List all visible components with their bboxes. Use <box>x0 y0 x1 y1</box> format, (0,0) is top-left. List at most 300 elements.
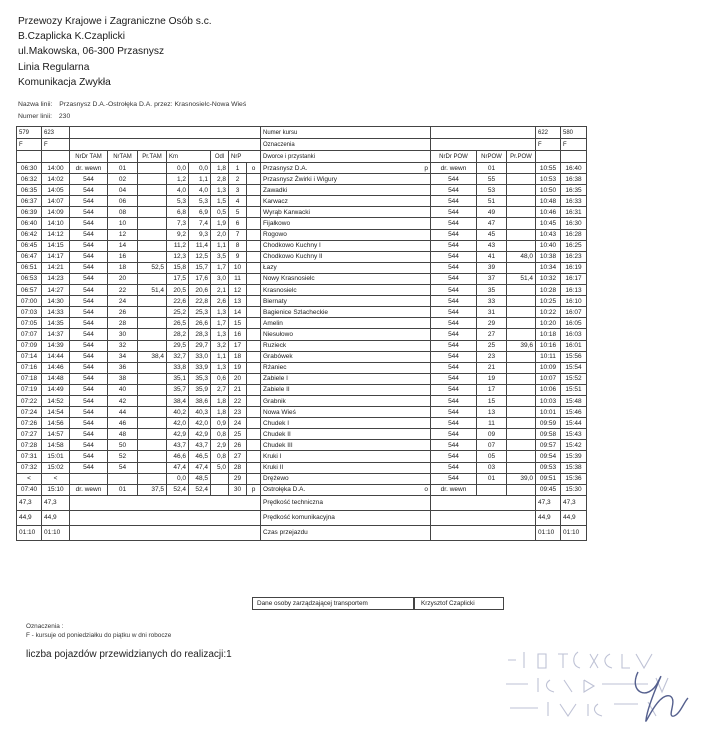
course-label: Numer kursu <box>261 127 431 139</box>
cell-odl: 2,7 <box>211 384 229 395</box>
cell-nrdrp: 544 <box>431 329 477 340</box>
cell-nrdr: 544 <box>70 373 108 384</box>
cell-nrp: 11 <box>229 273 247 284</box>
stop-name <box>261 318 431 329</box>
col-nrdr-tam: NrDr TAM <box>70 151 108 163</box>
stop-label: Niesułowo <box>263 330 293 338</box>
cell-nrpow: 03 <box>477 462 507 473</box>
cell-odl: 1,9 <box>211 218 229 229</box>
cell-r2: 15:44 <box>561 418 587 429</box>
table-row <box>17 429 587 440</box>
stop-name <box>261 218 431 229</box>
cell-nrp: 28 <box>229 462 247 473</box>
cell-nrp: 27 <box>229 451 247 462</box>
cell-nrp: 4 <box>229 196 247 207</box>
cell-nrpow: 17 <box>477 384 507 395</box>
cell-prpow <box>507 384 536 395</box>
cell-km2: 5,3 <box>189 196 211 207</box>
stop-name <box>261 285 431 296</box>
cell-r2: 16:07 <box>561 307 587 318</box>
cell-nrp: 20 <box>229 373 247 384</box>
cell-prpow <box>507 429 536 440</box>
cell-nrdr: 544 <box>70 451 108 462</box>
table-row <box>17 307 587 318</box>
cell-nrdrp: dr. wewn <box>431 163 477 174</box>
cell-prpow <box>507 285 536 296</box>
cell-t1: 06:37 <box>17 196 42 207</box>
cell-prtam <box>138 362 167 373</box>
cell-prtam <box>138 384 167 395</box>
line-name-value: Przasnysz D.A.-Ostrołęka D.A. przez: Krasnosielc-Nowa Wieś <box>59 101 247 108</box>
cell-r2: 15:56 <box>561 351 587 362</box>
cell-nrp: 2 <box>229 174 247 185</box>
cell-nrdrp: 544 <box>431 296 477 307</box>
cell-km1: 28,2 <box>167 329 189 340</box>
cell-prtam: 38,4 <box>138 351 167 362</box>
cell-nrp: 25 <box>229 429 247 440</box>
cell-mk <box>247 285 261 296</box>
summary-left-1: 01:10 <box>17 525 42 540</box>
cell-nrtam: 18 <box>108 262 138 273</box>
stop-label: Fijałkowo <box>263 220 291 228</box>
cell-r1: 09:57 <box>536 440 561 451</box>
cell-mk: o <box>247 163 261 174</box>
cell-t2: 14:27 <box>42 285 70 296</box>
legend-title: Oznaczenia : <box>26 623 64 630</box>
cell-nrdrp: 544 <box>431 240 477 251</box>
cell-r1: 10:48 <box>536 196 561 207</box>
cell-t2: 14:15 <box>42 240 70 251</box>
table-row <box>17 329 587 340</box>
summary-blank <box>70 525 261 540</box>
cell-prtam <box>138 373 167 384</box>
cell-mk <box>247 307 261 318</box>
cell-r1: 10:50 <box>536 185 561 196</box>
stop-name <box>261 484 431 495</box>
cell-r1: 10:06 <box>536 384 561 395</box>
cell-odl: 5,0 <box>211 462 229 473</box>
cell-r2: 16:10 <box>561 296 587 307</box>
cell-t2: 14:00 <box>42 163 70 174</box>
cell-nrdrp: 544 <box>431 462 477 473</box>
cell-t1: 07:09 <box>17 340 42 351</box>
cell-nrp: 7 <box>229 229 247 240</box>
cell-nrp: 23 <box>229 407 247 418</box>
summary-label: Prędkość techniczna <box>261 495 431 510</box>
cell-km1: 35,1 <box>167 373 189 384</box>
stop-marker: p <box>424 164 428 172</box>
cell-prtam <box>138 395 167 406</box>
cell-nrdr: 544 <box>70 218 108 229</box>
cell-r1: 10:09 <box>536 362 561 373</box>
cell-km1: 35,7 <box>167 384 189 395</box>
cell-nrdr: 544 <box>70 196 108 207</box>
cell-prtam <box>138 318 167 329</box>
cell-km2: 48,5 <box>189 473 211 484</box>
cell-nrdr: 544 <box>70 318 108 329</box>
cell-r1: 10:22 <box>536 307 561 318</box>
summary-blank-right <box>431 495 536 510</box>
cell-nrdr: 544 <box>70 329 108 340</box>
cell-t1: 06:40 <box>17 218 42 229</box>
cell-km2: 15,7 <box>189 262 211 273</box>
cell-nrtam: 22 <box>108 285 138 296</box>
cell-r1: 10:01 <box>536 407 561 418</box>
cell-r2: 15:48 <box>561 395 587 406</box>
col-nrp: NrP <box>229 151 261 163</box>
stop-name <box>261 329 431 340</box>
table-row <box>17 318 587 329</box>
cell-prtam <box>138 218 167 229</box>
stop-label: Kruki II <box>263 464 284 472</box>
cell-mk <box>247 429 261 440</box>
cell-r2: 16:23 <box>561 251 587 262</box>
cell-nrpow: 51 <box>477 196 507 207</box>
cell-km1: 4,0 <box>167 185 189 196</box>
cell-odl: 0,8 <box>211 429 229 440</box>
cell-t2: 14:23 <box>42 273 70 284</box>
stop-label: Ostrołęka D.A. <box>263 486 306 494</box>
cell-km1: 29,5 <box>167 340 189 351</box>
stop-label: Rogowo <box>263 231 287 239</box>
cell-nrpow: 49 <box>477 207 507 218</box>
cell-r1: 09:58 <box>536 429 561 440</box>
cell-km1: 47,4 <box>167 462 189 473</box>
stop-name <box>261 473 431 484</box>
cell-nrtam: 28 <box>108 318 138 329</box>
cell-km1: 33,8 <box>167 362 189 373</box>
cell-nrpow: 05 <box>477 451 507 462</box>
col-blank <box>536 151 561 163</box>
col-nrdr-pow: NrDr POW <box>431 151 477 163</box>
cell-nrp: 24 <box>229 418 247 429</box>
cell-prtam <box>138 418 167 429</box>
cell-prpow <box>507 373 536 384</box>
line-name-label: Nazwa linii: <box>18 101 53 108</box>
cell-nrdr: 544 <box>70 240 108 251</box>
cell-nrdrp: 544 <box>431 340 477 351</box>
cell-nrp: 19 <box>229 362 247 373</box>
cell-nrdrp: 544 <box>431 373 477 384</box>
cell-t1: 06:51 <box>17 262 42 273</box>
cell-odl <box>211 473 229 484</box>
table-row <box>17 418 587 429</box>
cell-nrtam: 30 <box>108 329 138 340</box>
cell-t2: 14:54 <box>42 407 70 418</box>
cell-r2: 15:30 <box>561 484 587 495</box>
cell-nrtam: 42 <box>108 395 138 406</box>
cell-mk <box>247 440 261 451</box>
cell-prtam <box>138 296 167 307</box>
cell-nrpow: 39 <box>477 262 507 273</box>
cell-prpow <box>507 318 536 329</box>
cell-r1: 09:45 <box>536 484 561 495</box>
stop-label: Krasnosielc <box>263 286 297 294</box>
cell-nrdr: 544 <box>70 273 108 284</box>
stop-name <box>261 418 431 429</box>
cell-r2: 16:25 <box>561 240 587 251</box>
table-row <box>17 229 587 240</box>
cell-odl: 0,5 <box>211 207 229 218</box>
cell-km1: 0,0 <box>167 163 189 174</box>
cell-prtam <box>138 462 167 473</box>
cell-odl: 3,5 <box>211 251 229 262</box>
cell-t1: 07:05 <box>17 318 42 329</box>
cell-t2: 14:39 <box>42 340 70 351</box>
cell-r1: 09:51 <box>536 473 561 484</box>
cell-t2: 15:01 <box>42 451 70 462</box>
cell-nrpow: 31 <box>477 307 507 318</box>
cell-mk <box>247 207 261 218</box>
cell-km2: 35,3 <box>189 373 211 384</box>
cell-nrtam: 38 <box>108 373 138 384</box>
cell-nrdrp: 544 <box>431 251 477 262</box>
cell-t1: 07:03 <box>17 307 42 318</box>
cell-nrtam: 24 <box>108 296 138 307</box>
cell-prtam <box>138 196 167 207</box>
cell-r2: 16:13 <box>561 285 587 296</box>
cell-t2: 14:46 <box>42 362 70 373</box>
cell-r2: 15:51 <box>561 384 587 395</box>
cell-odl: 1,5 <box>211 196 229 207</box>
cell-nrtam: 06 <box>108 196 138 207</box>
cell-nrtam: 40 <box>108 384 138 395</box>
cell-km2: 43,7 <box>189 440 211 451</box>
stop-name <box>261 185 431 196</box>
cell-nrp: 29 <box>229 473 247 484</box>
cell-t1: 06:53 <box>17 273 42 284</box>
cell-km1: 20,5 <box>167 285 189 296</box>
stop-label: Drężewo <box>263 475 289 483</box>
cell-r1: 10:43 <box>536 229 561 240</box>
cell-nrtam: 48 <box>108 429 138 440</box>
cell-t2: 14:33 <box>42 307 70 318</box>
cell-prtam <box>138 273 167 284</box>
cell-odl: 1,3 <box>211 329 229 340</box>
cell-prpow <box>507 462 536 473</box>
cell-nrdrp: 544 <box>431 174 477 185</box>
stop-label: Chudek II <box>263 430 291 438</box>
stop-label: Grabówek <box>263 353 293 361</box>
cell-r2: 15:39 <box>561 451 587 462</box>
cell-nrtam: 12 <box>108 229 138 240</box>
stop-name <box>261 174 431 185</box>
stop-name <box>261 296 431 307</box>
cell-t1: 07:24 <box>17 407 42 418</box>
cell-nrdrp: 544 <box>431 196 477 207</box>
cell-nrpow: 53 <box>477 185 507 196</box>
cell-nrpow: 55 <box>477 174 507 185</box>
line-number-value: 230 <box>58 113 71 120</box>
company-name: Przewozy Krajowe i Zagraniczne Osób s.c. <box>18 16 212 27</box>
col-blank <box>561 151 587 163</box>
cell-km2: 26,6 <box>189 318 211 329</box>
table-row <box>17 240 587 251</box>
cell-nrdr: 544 <box>70 285 108 296</box>
stop-name <box>261 351 431 362</box>
cell-odl: 2,1 <box>211 285 229 296</box>
cell-mk <box>247 185 261 196</box>
cell-r1: 10:07 <box>536 373 561 384</box>
cell-km1: 12,3 <box>167 251 189 262</box>
company-stamp-signature <box>498 632 698 732</box>
col-nrtam: NrTAM <box>108 151 138 163</box>
cell-mk: p <box>247 484 261 495</box>
cell-nrtam: 01 <box>108 484 138 495</box>
cell-odl: 1,1 <box>211 240 229 251</box>
cell-km1: 26,5 <box>167 318 189 329</box>
cell-t2: 14:05 <box>42 185 70 196</box>
cell-mk <box>247 373 261 384</box>
cell-nrtam: 36 <box>108 362 138 373</box>
cell-t2: 14:12 <box>42 229 70 240</box>
cell-t2: 14:35 <box>42 318 70 329</box>
header-blank-right <box>431 139 536 151</box>
company-header <box>18 14 212 90</box>
cell-t1: 06:39 <box>17 207 42 218</box>
cell-km2: 22,8 <box>189 296 211 307</box>
stop-name <box>261 163 431 174</box>
summary-left-1: 44,9 <box>17 510 42 525</box>
cell-r1: 10:55 <box>536 163 561 174</box>
cell-r1: 10:03 <box>536 395 561 406</box>
cell-prpow: 39,6 <box>507 340 536 351</box>
cell-km2: 0,0 <box>189 163 211 174</box>
service-type: Komunikacja Zwykła <box>18 76 111 88</box>
cell-km1: 5,3 <box>167 196 189 207</box>
summary-label: Prędkość komunikacyjna <box>261 510 431 525</box>
cell-t2: 15:02 <box>42 462 70 473</box>
cell-km1: 1,2 <box>167 174 189 185</box>
cell-r1: 09:54 <box>536 451 561 462</box>
cell-r2: 16:31 <box>561 207 587 218</box>
cell-t1: 07:07 <box>17 329 42 340</box>
cell-prtam <box>138 207 167 218</box>
cell-km1: 17,5 <box>167 273 189 284</box>
cell-mk <box>247 229 261 240</box>
cell-prtam <box>138 429 167 440</box>
table-row <box>17 440 587 451</box>
cell-nrdr: 544 <box>70 429 108 440</box>
cell-t2: 14:17 <box>42 251 70 262</box>
cell-km1: 6,8 <box>167 207 189 218</box>
cell-r1: 10:34 <box>536 262 561 273</box>
cell-t1: 06:47 <box>17 251 42 262</box>
cell-r1: 10:45 <box>536 218 561 229</box>
stop-label: Zabiele II <box>263 386 290 394</box>
cell-km2: 9,3 <box>189 229 211 240</box>
cell-prpow <box>507 229 536 240</box>
stop-label: Rżaniec <box>263 364 287 372</box>
course-623: 623 <box>42 127 70 139</box>
cell-km1: 22,6 <box>167 296 189 307</box>
summary-blank <box>70 510 261 525</box>
cell-km2: 42,9 <box>189 429 211 440</box>
cell-r1: 10:11 <box>536 351 561 362</box>
cell-prpow <box>507 407 536 418</box>
cell-nrp: 9 <box>229 251 247 262</box>
table-row <box>17 207 587 218</box>
cell-t1: 07:26 <box>17 418 42 429</box>
stop-name <box>261 251 431 262</box>
stop-label: Chodkowo Kuchny I <box>263 242 321 250</box>
cell-km2: 46,5 <box>189 451 211 462</box>
cell-prpow <box>507 296 536 307</box>
summary-right-1: 01:10 <box>536 525 561 540</box>
cell-prpow <box>507 196 536 207</box>
header-blank-right <box>431 127 536 139</box>
flag-623: F <box>42 139 70 151</box>
stop-label: Ruzieck <box>263 342 287 350</box>
cell-mk <box>247 196 261 207</box>
cell-nrdrp: 544 <box>431 395 477 406</box>
summary-label: Czas przejazdu <box>261 525 431 540</box>
cell-t2: 14:44 <box>42 351 70 362</box>
cell-nrdr: 544 <box>70 407 108 418</box>
cell-t1: 07:18 <box>17 373 42 384</box>
cell-nrdr: 544 <box>70 395 108 406</box>
cell-r2: 15:36 <box>561 473 587 484</box>
cell-prtam <box>138 251 167 262</box>
cell-prpow <box>507 207 536 218</box>
cell-odl: 1,1 <box>211 351 229 362</box>
cell-nrdr: 544 <box>70 185 108 196</box>
cell-nrdrp: 544 <box>431 229 477 240</box>
cell-nrdr: 544 <box>70 340 108 351</box>
cell-nrtam: 10 <box>108 218 138 229</box>
col-prpow: Pr.POW <box>507 151 536 163</box>
stop-name <box>261 229 431 240</box>
table-row <box>17 218 587 229</box>
stop-name <box>261 262 431 273</box>
cell-nrpow: 41 <box>477 251 507 262</box>
cell-r2: 16:38 <box>561 174 587 185</box>
cell-nrdrp: 544 <box>431 207 477 218</box>
stop-name <box>261 395 431 406</box>
cell-nrpow: 35 <box>477 285 507 296</box>
summary-blank <box>70 495 261 510</box>
course-579: 579 <box>17 127 42 139</box>
cell-mk <box>247 362 261 373</box>
cell-nrp: 3 <box>229 185 247 196</box>
cell-mk <box>247 251 261 262</box>
cell-nrtam: 01 <box>108 163 138 174</box>
timetable <box>16 126 587 541</box>
cell-odl: 2,6 <box>211 296 229 307</box>
cell-r1: 10:20 <box>536 318 561 329</box>
cell-nrtam: 02 <box>108 174 138 185</box>
cell-nrdrp: 544 <box>431 273 477 284</box>
cell-odl: 1,3 <box>211 185 229 196</box>
cell-t2: 14:48 <box>42 373 70 384</box>
cell-nrdr: 544 <box>70 351 108 362</box>
cell-t2: 14:21 <box>42 262 70 273</box>
cell-nrdrp: dr. wewn <box>431 484 477 495</box>
legend-f: F - kursuje od poniedziałku do piątku w dni robocze <box>26 632 172 639</box>
cell-km2: 20,6 <box>189 285 211 296</box>
cell-r1: 10:53 <box>536 174 561 185</box>
cell-nrdrp: 544 <box>431 185 477 196</box>
cell-odl: 0,9 <box>211 418 229 429</box>
summary-right-1: 44,9 <box>536 510 561 525</box>
stop-label: Nowy Krasnosielc <box>263 275 315 283</box>
col-km: Km <box>167 151 211 163</box>
cell-t2: 14:30 <box>42 296 70 307</box>
table-row <box>17 407 587 418</box>
summary-left-2: 47,3 <box>42 495 70 510</box>
cell-nrpow: 21 <box>477 362 507 373</box>
summary-right-2: 47,3 <box>561 495 587 510</box>
